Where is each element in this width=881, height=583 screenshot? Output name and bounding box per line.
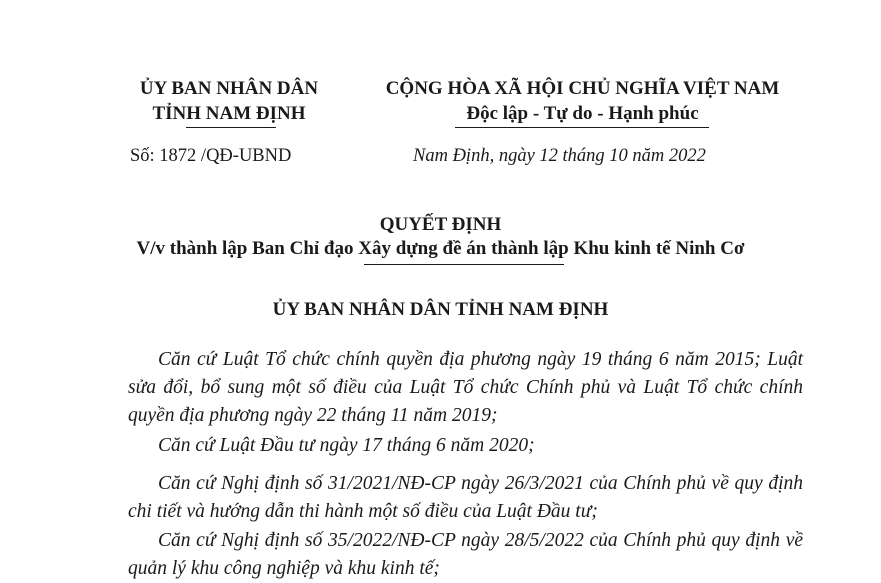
legal-basis-1-rest: Luật sửa đổi, bổ sung một số điều của Luật Tổ chức Chính phủ và Luật Tổ chức chính quyền địa phương ngày 22 tháng 11 năm 2019; — [128, 349, 804, 426]
issuing-authority: ỦY BAN NHÂN DÂN TỈNH NAM ĐỊNH — [272, 299, 609, 320]
nation-motto: Độc lập - Tự do - Hạnh phúc — [466, 103, 699, 124]
authority-province: TỈNH NAM ĐỊNH — [152, 103, 306, 124]
authority-name: ỦY BAN NHÂN DÂN — [139, 78, 319, 99]
legal-basis-3-rest: định chi tiết và hướng dẫn thi hành một số điều của Luật Đầu tư; — [128, 473, 804, 522]
legal-basis-3 — [128, 470, 803, 526]
nation-title: CỘNG HÒA XÃ HỘI CHỦ NGHĨA VIỆT NAM — [385, 78, 780, 99]
authority-underline — [186, 127, 276, 128]
document-number: Số: 1872 /QĐ-UBND — [130, 146, 292, 166]
legal-basis-4 — [128, 527, 803, 583]
legal-basis-4-lead: Căn cứ Nghị định số 35/2022/NĐ-CP ngày 28/5/2022 của Chính phủ quy — [158, 530, 740, 551]
legal-basis-2-lead: Căn cứ Luật Đầu tư ngày 17 tháng 6 năm 2020; — [158, 435, 535, 456]
document-subject: V/v thành lập Ban Chỉ đạo Xây dựng đề án thành lập Khu kinh tế Ninh Cơ — [136, 238, 745, 259]
motto-underline — [455, 127, 709, 128]
place-date: Nam Định, ngày 12 tháng 10 năm 2022 — [413, 146, 706, 166]
legal-basis-4-rest: định về quản lý khu công nghiệp và khu kinh tế; — [128, 530, 804, 579]
subject-underline — [364, 264, 564, 265]
legal-basis-3-lead: Căn cứ Nghị định số 31/2021/NĐ-CP ngày 26/3/2021 của Chính phủ về quy — [158, 473, 763, 494]
legal-basis-2 — [128, 432, 803, 460]
legal-basis-1 — [128, 346, 803, 430]
legal-basis-1-lead: Căn cứ Luật Tổ chức chính quyền địa phương ngày 19 tháng 6 năm 2015; — [158, 349, 761, 370]
document-type: QUYẾT ĐỊNH — [379, 214, 502, 235]
